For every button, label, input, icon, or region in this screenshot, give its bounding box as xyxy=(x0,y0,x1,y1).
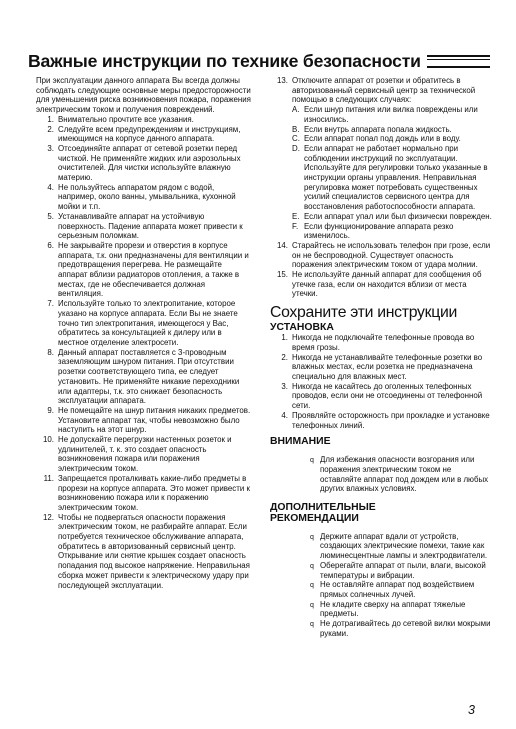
item-number: 2. xyxy=(281,352,288,362)
sub-item-text: Если аппарат попал под дождь или в воду. xyxy=(304,134,461,144)
bullet-text: Не оставляйте аппарат под воздействием прямых солнечных лучей. xyxy=(320,580,475,599)
bullet-item xyxy=(310,455,492,494)
item-number: 7. xyxy=(47,299,54,309)
intro-paragraph: При эксплуатации данного аппарата Вы всегда должны соблюдать следующие основные меры предосторожности для уменьшения риска возникновения пожара, поражения электрическим током и получения повреждений. xyxy=(36,76,251,115)
item-number: 15. xyxy=(277,270,288,280)
install-list xyxy=(270,333,492,430)
sub-item xyxy=(292,212,492,222)
bullet-marker: q xyxy=(310,621,314,629)
list-item xyxy=(270,241,492,270)
bullet-item xyxy=(310,561,492,580)
sub-item-text: Если аппарат не работает нормально при соблюдении инструкций по эксплуатации. Используйте для регулировки только указанные в инструкции органы управления. Неправильная регулировка может потребовать существенных усилий специалистов сервисного центра для восстановления работоспособности аппарата. xyxy=(304,143,488,212)
sub-item xyxy=(292,222,492,241)
bullet-text: Не кладите сверху на аппарат тяжелые предметы. xyxy=(320,599,466,619)
list-item xyxy=(36,115,251,125)
list-item xyxy=(36,406,251,435)
item-text: Не используйте данный аппарат для сообщения об утечке газа, если он находится вблизи от места утечки. xyxy=(292,270,482,299)
list-item xyxy=(36,474,251,513)
item-number: 4. xyxy=(47,182,54,192)
extra-heading-line2: РЕКОМЕНДАЦИИ xyxy=(270,512,359,524)
page-header xyxy=(28,50,490,72)
left-column xyxy=(36,76,251,590)
list-item xyxy=(36,125,251,144)
item-text: Проявляйте осторожность при прокладке и установке телефонных линий. xyxy=(292,410,490,430)
sub-item-text: Если шнур питания или вилка повреждены или износились. xyxy=(304,105,478,124)
item-text: Используйте только то электропитание, которое указано на корпусе аппарата. Если Вы не знаете точно тип электропитания, имеющегося у Вас, обратитесь за консультацией к дилеру или в местное отделение электросети. xyxy=(58,299,238,347)
sub-item xyxy=(292,144,492,212)
item-text: Чтобы не подвергаться опасности поражения электрическим током, не разбирайте аппарат. Если потребуется техническое обслуживание аппарата, обратитесь в авторизованный сервисный центр. Открывание или снятие крышек создает опасность попадания под высокое напряжение. Неправильная сборка может привести к электрическому удару при последующей эксплуатации. xyxy=(58,512,250,590)
item-text: Внимательно прочтите все указания. xyxy=(58,114,194,124)
item-text: Не помещайте на шнур питания никаких предметов. Установите аппарат так, чтобы невозможно было наступить на этот шнур. xyxy=(58,405,251,435)
sub-item-letter: B. xyxy=(292,124,300,134)
list-item xyxy=(270,382,492,411)
bullet-marker: q xyxy=(310,601,314,609)
list-item xyxy=(36,144,251,183)
item-number: 2. xyxy=(47,124,54,134)
item-text: Данный аппарат поставляется с 3-проводным заземляющим шнуром питания. При отсутствии розетки соответствующего типа, ее следует установить. Не применяйте никакие переходники или адаптеры, т.к. это снижает безопасность эксплуатации аппарата. xyxy=(58,347,240,406)
item-number: 4. xyxy=(281,410,288,420)
sub-item xyxy=(292,105,492,124)
list-item xyxy=(36,513,251,591)
sub-item xyxy=(292,134,492,144)
safety-list-right xyxy=(270,76,492,241)
safety-list-left xyxy=(36,115,251,590)
item-text: Не допускайте перегрузки настенных розеток и удлинителей, т. к. это создает опасность возникновения пожара или поражения электрическим током. xyxy=(58,435,232,474)
bullet-marker: q xyxy=(310,533,314,541)
right-column xyxy=(270,76,492,646)
item-text: Никогда не подключайте телефонные провода во время грозы. xyxy=(292,333,475,352)
item-text: Никогда не касайтесь до оголенных телефонных проводов, если они не отсоединены от телефонной сети. xyxy=(292,381,483,411)
bullet-text: Для избежания опасности возгорания или поражения электрическим током не оставляйте аппарат под дождем или в любых других влажных условиях. xyxy=(320,455,489,494)
list-item xyxy=(270,333,492,352)
item-number: 14. xyxy=(277,240,288,250)
item-text: Устанавливайте аппарат на устойчивую поверхность. Падение аппарата может привести к серьезным поломкам. xyxy=(58,211,243,241)
item-text: Не закрывайте прорези и отверстия в корпусе аппарата, т.к. они предназначены для вентиляции и предотвращения перегрева. Не размещайте аппарат вблизи радиаторов отопления, а также в местах, где не обеспечивается должная вентиляция. xyxy=(58,240,249,299)
sub-list xyxy=(292,105,492,241)
sub-item-letter: F. xyxy=(292,221,299,231)
list-item xyxy=(36,348,251,406)
extra-heading-line1: ДОПОЛНИТЕЛЬНЫЕ xyxy=(270,501,376,513)
bullet-marker: q xyxy=(310,562,314,570)
extra-recommendations-heading xyxy=(270,502,492,524)
bullet-item xyxy=(310,619,492,638)
extra-list xyxy=(270,532,492,639)
item-text: Не пользуйтесь аппаратом рядом с водой, например, около ванны, умывальника, кухонной мойки и т.п. xyxy=(58,182,236,212)
page-number: 3 xyxy=(468,703,475,717)
item-number: 6. xyxy=(47,240,54,250)
item-text: Никогда не устанавливайте телефонные розетки во влажных местах, если розетка не предназначена специально для влажных мест. xyxy=(292,352,483,381)
item-text: Старайтесь не использовать телефон при грозе, если он не беспроводной. Существует опасность поражения электрическим током от удара молнии. xyxy=(292,240,491,270)
sub-item-text: Если функционирование аппарата резко изменилось. xyxy=(304,221,454,241)
item-number: 10. xyxy=(43,435,54,445)
item-number: 11. xyxy=(43,473,54,483)
list-item xyxy=(36,299,251,348)
item-number: 9. xyxy=(47,405,54,415)
bullet-item xyxy=(310,580,492,599)
bullet-item xyxy=(310,600,492,619)
bullet-text: Держите аппарат вдали от устройств, создающих электрические помехи, такие как люминесцентные лампы и электродвигатели. xyxy=(320,531,488,561)
attention-heading: ВНИМАНИЕ xyxy=(270,436,331,448)
sub-item-letter: A. xyxy=(292,105,300,115)
item-number: 8. xyxy=(47,347,54,357)
item-number: 13. xyxy=(277,76,288,85)
item-number: 3. xyxy=(281,381,288,391)
sub-item-letter: D. xyxy=(292,143,300,153)
item-number: 1. xyxy=(47,114,54,124)
sub-item-text: Если внутрь аппарата попала жидкость. xyxy=(304,124,452,134)
item-text: Запрещается проталкивать какие-либо предметы в прорези на корпусе аппарата. Это может привести к возникновению пожара или к поражению электрическим током. xyxy=(58,473,250,512)
list-item xyxy=(36,241,251,299)
list-item xyxy=(270,270,492,299)
item-number: 3. xyxy=(47,143,54,153)
list-item xyxy=(36,212,251,241)
sub-item xyxy=(292,125,492,135)
item-number: 12. xyxy=(43,512,54,522)
safety-list-right-continued xyxy=(270,241,492,299)
bullet-item xyxy=(310,532,492,561)
install-heading: УСТАНОВКА xyxy=(270,322,334,334)
list-item xyxy=(36,435,251,474)
item-body xyxy=(292,76,492,241)
list-item xyxy=(270,411,492,430)
item-text: Отключите аппарат от розетки и обратитесь в авторизованный сервисный центр за технической помощью в следующих случаях: xyxy=(292,76,476,105)
bullet-marker: q xyxy=(310,582,314,590)
item-text: Отсоединяйте аппарат от сетевой розетки перед чисткой. Не применяйте жидких или аэрозольных очистителей. Для чистки используйте влажную материю. xyxy=(58,143,241,183)
item-number: 5. xyxy=(47,211,54,221)
title-rule xyxy=(427,55,490,68)
page-title: Важные инструкции по технике безопасности xyxy=(28,50,421,71)
bullet-text: Оберегайте аппарат от пыли, влаги, высокой температуры и вибрации. xyxy=(320,560,486,580)
item-text: Следуйте всем предупреждениям и инструкциям, имеющимся на корпусе данного аппарата. xyxy=(58,124,241,144)
bullet-marker: q xyxy=(310,457,314,465)
bullet-text: Не дотрагивайтесь до сетевой вилки мокрыми руками. xyxy=(320,619,491,638)
save-instructions-heading: Сохраните эти инструкции xyxy=(270,304,458,322)
attention-list xyxy=(270,455,492,494)
list-item xyxy=(270,76,492,241)
sub-item-letter: E. xyxy=(292,211,300,221)
item-number: 1. xyxy=(281,333,288,343)
sub-item-letter: C. xyxy=(292,134,300,144)
list-item xyxy=(36,183,251,212)
sub-item-text: Если аппарат упал или был физически поврежден. xyxy=(304,211,492,221)
list-item xyxy=(270,353,492,382)
